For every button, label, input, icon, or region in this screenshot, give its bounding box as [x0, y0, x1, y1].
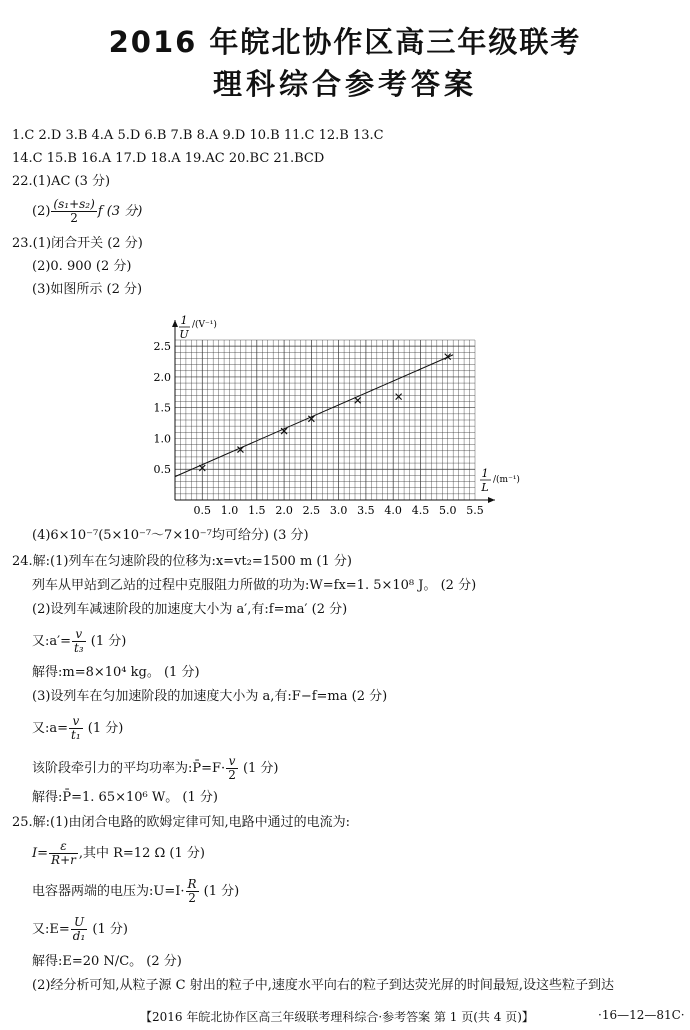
q24-line-6: (3)设列车在匀加速阶段的加速度大小为 a,有:F−f=ma (2 分): [32, 689, 388, 704]
x-axis-arrow: [488, 497, 495, 503]
q24-l7-suffix: (1 分): [83, 721, 124, 736]
q25-line-2: [32, 840, 205, 867]
chart-tick-labels: [154, 340, 484, 517]
q25-l2-suffix: ,其中 R=12 Ω (1 分): [78, 846, 205, 861]
q23-part-2: (2)0. 900 (2 分): [32, 259, 132, 274]
q23-part-3: (3)如图所示 (2 分): [32, 282, 143, 297]
x-axis-label-den: L: [481, 481, 489, 494]
q24-l8-fraction: [226, 755, 238, 782]
q24-l7-den: t₁: [71, 728, 81, 742]
q24-l7-fraction: [69, 715, 83, 742]
x-axis-label-num: 1: [481, 467, 489, 480]
y-axis-label: [179, 314, 217, 341]
q25-line-6: (2)经分析可知,从粒子源 C 射出的粒子中,速度水平向右的粒子到达荧光屏的时间最短,设这些粒子到达: [32, 978, 615, 993]
q25-l2-prefix: I=: [32, 846, 49, 861]
y-tick-label: 2.5: [153, 340, 171, 354]
mc-answers-row-2: 14.C 15.B 16.A 17.D 18.A 19.AC 20.BC 21.BCD: [12, 151, 325, 166]
q24-line-3: (2)设列车减速阶段的加速度大小为 a′,有:f=ma′ (2 分): [32, 602, 348, 617]
q25-l4-den: d₁: [72, 929, 86, 943]
q25-l3-prefix: 电容器两端的电压为:U=I·: [32, 884, 185, 899]
y-axis-unit: /(V⁻¹): [192, 320, 217, 330]
x-axis-label: [480, 467, 520, 494]
x-tick-label: 2.5: [302, 504, 321, 517]
q23-part-1: 23.(1)闭合开关 (2 分): [12, 236, 143, 251]
q25-l2-num: ε: [49, 840, 78, 854]
data-point: [355, 397, 361, 403]
q24-line-4: [32, 628, 126, 655]
x-tick-label: 5.5: [466, 504, 484, 517]
page-subtitle: 理科综合参考答案: [212, 67, 477, 101]
mc-answers-row-1: 1.C 2.D 3.B 4.A 5.D 6.B 7.B 8.A 9.D 10.B 11.C 12.B 13.C: [12, 128, 384, 143]
y-tick-label: 2.0: [153, 370, 171, 384]
y-axis-label-num: 1: [180, 314, 188, 327]
q24-l7-prefix: 又:a=: [32, 721, 69, 736]
q24-line-2: 列车从甲站到乙站的过程中克服阻力所做的功为:W=fx=1. 5×10⁸ J。 (2 分): [32, 578, 477, 593]
x-tick-label: 3.5: [357, 504, 375, 517]
q22-part-2-prefix: (2): [32, 204, 51, 219]
chart-marks: [175, 354, 453, 477]
q25-l4-suffix: (1 分): [88, 922, 128, 937]
q25-line-3: [32, 878, 239, 905]
q24-l4-prefix: 又:a′=: [32, 634, 71, 649]
q22-part-2-suffix: f (3 分): [97, 204, 143, 219]
q25-line-5: 解得:E=20 N/C。 (2 分): [32, 954, 182, 969]
x-tick-label: 4.5: [411, 504, 430, 517]
q25-l4-fraction: [71, 916, 88, 943]
q24-line-1: 24.解:(1)列车在匀速阶段的位移为:x=vt₂=1500 m (1 分): [12, 554, 352, 569]
chart-grid: [175, 340, 475, 500]
q24-line-5: 解得:m=8×10⁴ kg。 (1 分): [32, 665, 200, 680]
x-tick-label: 4.0: [384, 504, 402, 517]
q25-l3-den: 2: [188, 891, 196, 905]
q24-l8-num: v: [226, 755, 238, 769]
q25-l2-den: R+r: [51, 853, 76, 867]
y-tick-label: 1.0: [153, 432, 171, 446]
q24-l8-suffix: (1 分): [238, 761, 279, 776]
x-tick-label: 0.5: [193, 504, 212, 517]
q25-l4-num: U: [71, 916, 88, 930]
y-axis-label-den: U: [179, 328, 189, 341]
q24-l4-suffix: (1 分): [86, 634, 127, 649]
page-footer: 【2016 年皖北协作区高三年级联考理科综合·参考答案 第 1 页(共 4 页)】: [140, 1010, 534, 1024]
q25-line-4: [32, 916, 128, 943]
q25-line-1: 25.解:(1)由闭合电路的欧姆定律可知,电路中通过的电流为:: [12, 815, 350, 830]
q24-line-9: 解得:P̄=1. 65×10⁶ W。 (1 分): [32, 790, 218, 805]
x-tick-label: 3.0: [329, 504, 348, 517]
x-axis-unit: /(m⁻¹): [493, 475, 520, 485]
x-tick-label: 2.0: [275, 504, 293, 517]
q22-numerator: (s₁+s₂): [53, 197, 95, 211]
q24-l4-fraction: [72, 628, 86, 655]
q25-l3-fraction: [186, 878, 199, 905]
y-tick-label: 0.5: [153, 463, 171, 477]
y-tick-label: 1.5: [153, 401, 171, 415]
q22-fraction: [51, 198, 96, 225]
q24-l8-den: 2: [228, 768, 236, 782]
q22-part-2: [32, 198, 142, 225]
x-tick-label: 1.0: [220, 504, 239, 517]
q22-part-1: 22.(1)AC (3 分): [12, 174, 111, 189]
page-title: 2016 年皖北协作区高三年级联考: [108, 25, 582, 59]
q24-l7-num: v: [69, 715, 83, 729]
q25-l3-suffix: (1 分): [199, 884, 240, 899]
u-vs-l-chart: [150, 310, 550, 525]
q24-line-7: [32, 715, 123, 742]
x-tick-label: 5.0: [438, 504, 457, 517]
q24-l4-den: t₃: [73, 641, 84, 655]
q24-l4-num: v: [72, 628, 86, 642]
y-axis-arrow: [172, 320, 178, 327]
q25-l3-num: R: [187, 877, 197, 891]
q22-denominator: 2: [70, 211, 78, 225]
q24-l8-prefix: 该阶段牵引力的平均功率为:P̄=F·: [32, 761, 226, 776]
q25-l4-prefix: 又:E=: [32, 922, 70, 937]
doc-code: ·16—12—81C·: [598, 1008, 685, 1022]
q23-part-4: (4)6×10⁻⁷(5×10⁻⁷～7×10⁻⁷均可给分) (3 分): [32, 528, 309, 543]
q24-line-8: [32, 755, 279, 782]
x-tick-label: 1.5: [248, 504, 266, 517]
q25-l2-fraction: [49, 840, 78, 867]
